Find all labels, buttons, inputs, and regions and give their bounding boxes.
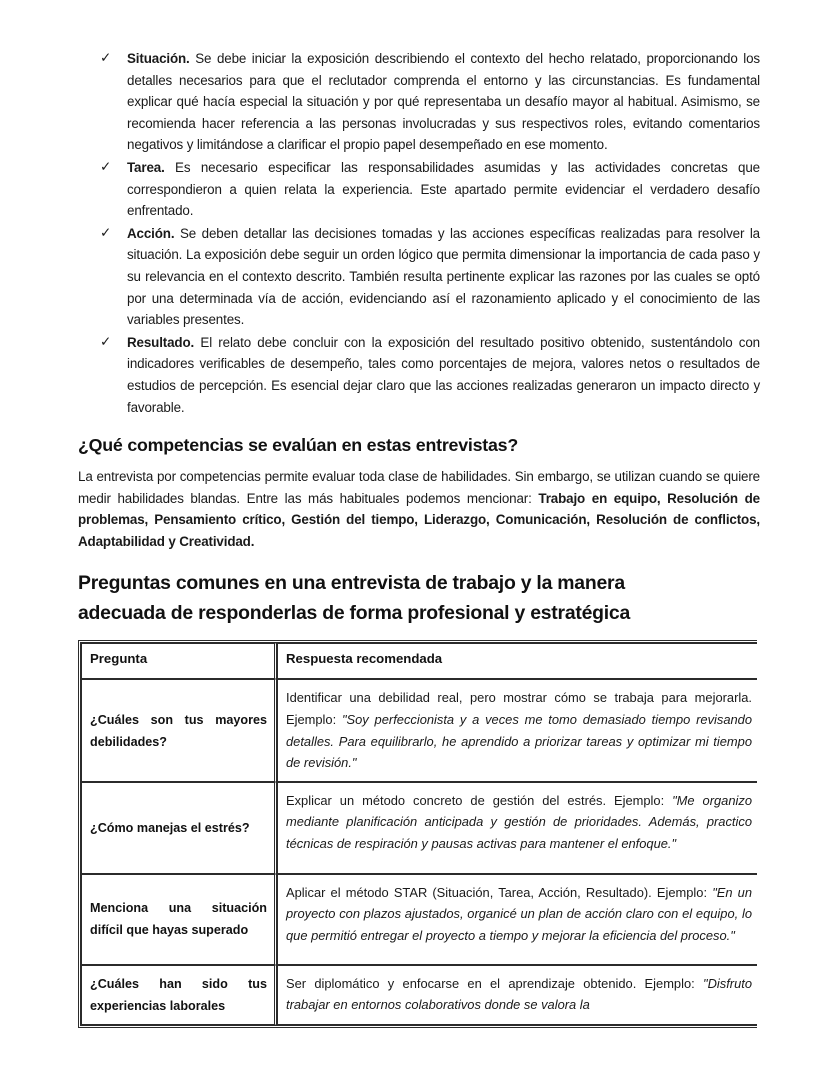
cell-answer-example: "Disfruto trabajar en entornos colaborativos donde se valora la bbox=[286, 975, 752, 1013]
preguntas-heading-line1: Preguntas comunes en una entrevista de trabajo y la manera bbox=[78, 572, 625, 595]
list-item-term: Situación. bbox=[127, 51, 190, 66]
competencias-list-bold: Trabajo en equipo, Resolución de problemas, Pensamiento crítico, Gestión del tiempo, Liderazgo, Comunicación, Resolución de conflictos, Adaptabilidad y Creatividad. bbox=[78, 490, 760, 549]
list-item bbox=[78, 332, 760, 418]
cell-question: ¿Cuáles han sido tus experiencias laborales bbox=[81, 965, 277, 1025]
cell-question: Menciona una situación difícil que hayas superado bbox=[81, 874, 277, 965]
list-item-text bbox=[127, 48, 760, 156]
cell-answer-example: "En un proyecto con plazos ajustados, organicé un plan de acción claro con el equipo, lo que permitió entregar el proyecto a tiempo y mejorar la eficiencia del proceso." bbox=[286, 884, 753, 944]
cell-answer-example: "Me organizo mediante planificación anticipada y gestión de prioridades. Además, practico técnicas de respiración y pausas activas para mantener el enfoque." bbox=[286, 792, 752, 852]
column-header-pregunta: Pregunta bbox=[81, 643, 277, 679]
cell-question: ¿Cómo manejas el estrés? bbox=[81, 782, 277, 874]
table-row bbox=[81, 965, 757, 1025]
table-row bbox=[81, 874, 757, 965]
qa-table bbox=[78, 640, 757, 1027]
cell-answer bbox=[277, 874, 757, 965]
list-item-text bbox=[127, 223, 760, 331]
qa-table-container bbox=[78, 640, 757, 1027]
list-item-text bbox=[127, 157, 760, 222]
list-item-term: Resultado. bbox=[127, 334, 195, 350]
cell-answer bbox=[277, 679, 757, 781]
check-icon: ✓ bbox=[100, 158, 112, 175]
cell-answer bbox=[277, 965, 757, 1025]
star-method-list bbox=[78, 48, 760, 418]
cell-answer-example: "Soy perfeccionista y a veces me tomo demasiado tiempo revisando detalles. Para equilibrarlo, he aprendido a priorizar tareas y optimizar mi tiempo de revisión." bbox=[286, 712, 753, 771]
list-item-body: El relato debe concluir con la exposición del resultado positivo obtenido, sustentándolo con indicadores verificables de desempeño, tales como porcentajes de mejora, valores netos o resultados de estudios de percepción. Es esencial dejar claro que las acciones realizadas generaron un impacto directo y favorable. bbox=[127, 334, 760, 415]
check-icon: ✓ bbox=[100, 224, 112, 241]
cell-answer-plain: Aplicar el método STAR (Situación, Tarea, Acción, Resultado). Ejemplo: bbox=[286, 884, 713, 900]
page-content bbox=[78, 48, 760, 1028]
cell-answer-plain: Ser diplomático y enfocarse en el aprendizaje obtenido. Ejemplo: bbox=[286, 975, 703, 991]
list-item-term: Acción. bbox=[127, 225, 175, 241]
list-item bbox=[78, 223, 760, 331]
competencias-paragraph bbox=[78, 466, 760, 552]
table-header-row bbox=[81, 643, 757, 679]
preguntas-heading-line2: adecuada de responderlas de forma profesional y estratégica bbox=[78, 601, 631, 624]
list-item-body: Es necesario especificar las responsabilidades asumidas y las actividades concretas que correspondieron a quien relata la experiencia. Este apartado permite evidenciar el verdadero desafío enfrentado. bbox=[127, 159, 760, 219]
preguntas-heading bbox=[78, 569, 760, 628]
check-icon: ✓ bbox=[100, 50, 112, 66]
column-header-respuesta: Respuesta recomendada bbox=[277, 643, 757, 679]
cell-question: ¿Cuáles son tus mayores debilidades? bbox=[81, 679, 277, 781]
cell-answer-plain: Identificar una debilidad real, pero mostrar cómo se trabaja para mejorarla. Ejemplo: bbox=[286, 690, 752, 728]
list-item-term: Tarea. bbox=[127, 159, 165, 175]
cell-answer bbox=[277, 782, 757, 874]
list-item bbox=[78, 48, 760, 156]
list-item bbox=[78, 157, 760, 222]
list-item-body: Se deben detallar las decisiones tomadas y las acciones específicas realizadas para resolver la situación. La exposición debe seguir un orden lógico que permita dimensionar la importancia de cada paso y su relevancia en el contexto descrito. También resulta pertinente explicar las razones por las cuales se optó por una determinada vía de acción, evidenciando así el razonamiento aplicado y el conocimiento de las variables presentes. bbox=[127, 225, 760, 328]
competencias-paragraph-intro: La entrevista por competencias permite evaluar toda clase de habilidades. Sin embargo, se utilizan cuando se quiere medir habilidades blandas. Entre las más habituales podemos mencionar: bbox=[78, 469, 760, 506]
check-icon: ✓ bbox=[100, 333, 112, 350]
table-row bbox=[81, 679, 757, 781]
list-item-body: Se debe iniciar la exposición describiendo el contexto del hecho relatado, proporcionando los detalles necesarios para que el reclutador comprenda el entorno y las circunstancias. Es fundamental explicar qué hacía especial la situación y por qué representaba un desafío mayor al habitual. Asimismo, se recomienda hacer referencia a las personas involucradas y sus respectivos roles, evitando comentarios negativos y limitándose a clarificar el propio papel desempeñado en ese momento. bbox=[127, 51, 760, 153]
cell-answer-plain: Explicar un método concreto de gestión del estrés. Ejemplo: bbox=[286, 792, 673, 808]
table-row bbox=[81, 782, 757, 874]
competencias-heading: ¿Qué competencias se evalúan en estas entrevistas? bbox=[78, 435, 518, 456]
list-item-text bbox=[127, 332, 760, 418]
